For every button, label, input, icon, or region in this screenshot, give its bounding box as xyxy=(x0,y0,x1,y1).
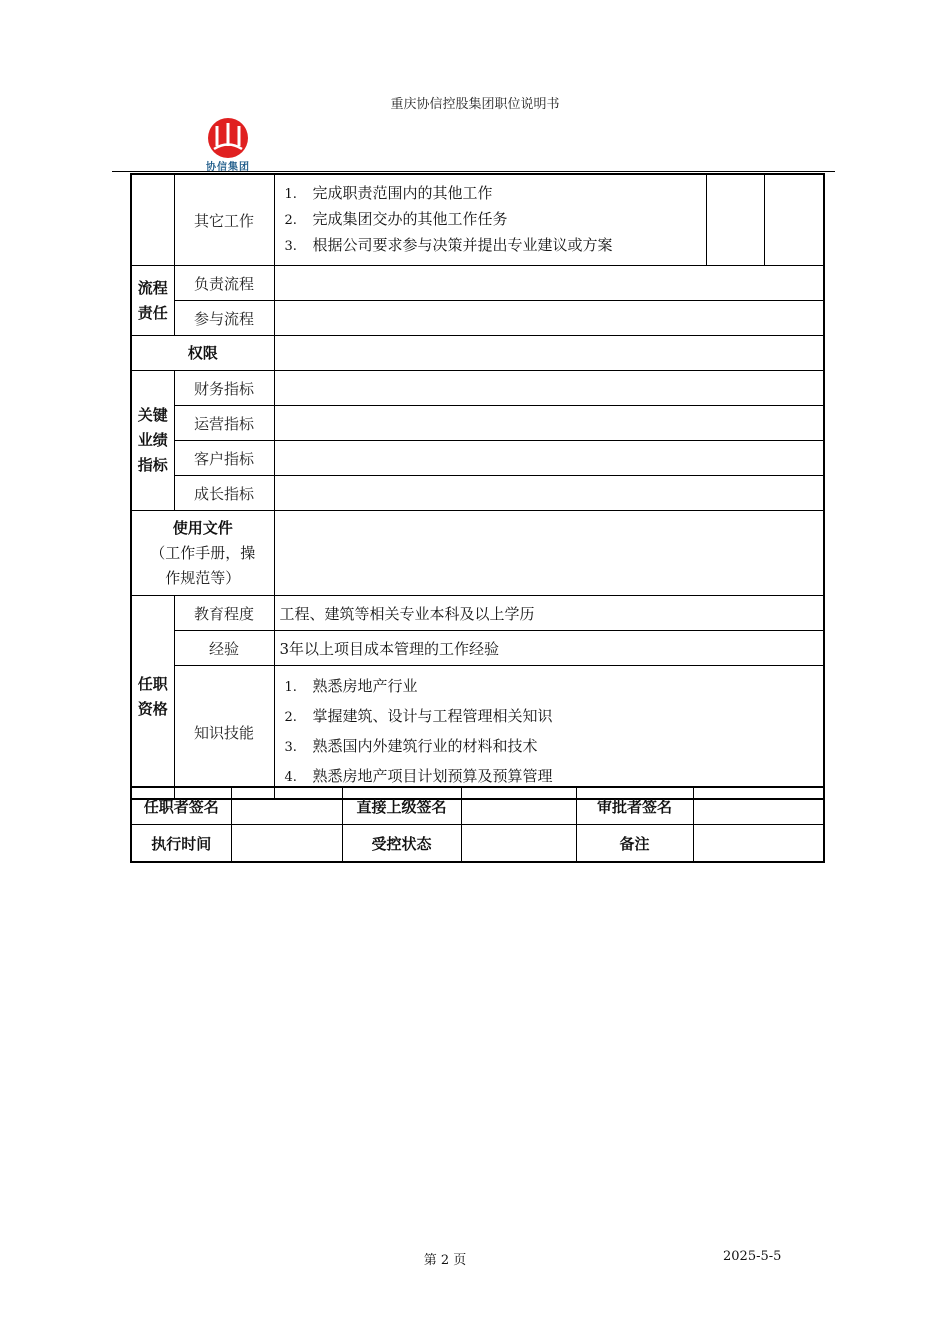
responsible-process-value xyxy=(274,266,824,301)
logo-text: 协信集团 xyxy=(206,162,250,173)
approver-sign-field xyxy=(693,787,824,825)
kpi-growth-label: 成长指标 xyxy=(174,476,274,511)
kpi-financial-label: 财务指标 xyxy=(174,371,274,406)
responsible-process-label: 负责流程 xyxy=(174,266,274,301)
education-label: 教育程度 xyxy=(174,596,274,631)
remarks-field xyxy=(693,825,824,863)
kpi-row xyxy=(131,406,824,441)
list-item: 3. 根据公司要求参与决策并提出专业建议或方案 xyxy=(284,236,613,254)
kpi-row xyxy=(131,476,824,511)
job-description-table xyxy=(130,173,825,800)
experience-value: 3年以上项目成本管理的工作经验 xyxy=(274,631,824,666)
skills-label: 知识技能 xyxy=(174,666,274,800)
process-group-label: 流程 责任 xyxy=(131,266,174,336)
education-value: 工程、建筑等相关专业本科及以上学历 xyxy=(274,596,824,631)
control-status-field xyxy=(461,825,576,863)
empty-cell xyxy=(706,174,764,266)
exec-time-field xyxy=(231,825,342,863)
process-participate-row xyxy=(131,301,824,336)
participate-process-label: 参与流程 xyxy=(174,301,274,336)
exec-time-label: 执行时间 xyxy=(131,825,231,863)
document-header-title: 重庆协信控股集团职位说明书 xyxy=(390,97,560,112)
list-item: 4. 熟悉房地产项目计划预算及预算管理 xyxy=(284,767,553,785)
empty-cell xyxy=(764,174,824,266)
kpi-group-label: 关键 业绩 指标 xyxy=(131,371,174,511)
kpi-value xyxy=(274,441,824,476)
kpi-value xyxy=(274,406,824,441)
approver-sign-label: 审批者签名 xyxy=(576,787,693,825)
remarks-label: 备注 xyxy=(576,825,693,863)
list-item: 3. 熟悉国内外建筑行业的材料和技术 xyxy=(284,737,538,755)
other-work-label: 其它工作 xyxy=(174,174,274,266)
holder-sign-label: 任职者签名 xyxy=(131,787,231,825)
kpi-row xyxy=(131,371,824,406)
list-item: 1. 熟悉房地产行业 xyxy=(284,677,418,695)
supervisor-sign-field xyxy=(461,787,576,825)
list-item: 2. 掌握建筑、设计与工程管理相关知识 xyxy=(284,707,553,725)
skills-row xyxy=(131,666,824,800)
skills-list xyxy=(274,666,824,800)
other-work-row xyxy=(131,174,824,266)
documents-label: 使用文件 （工作手册，操 作规范等） xyxy=(131,511,274,596)
other-work-list xyxy=(274,174,706,266)
experience-label: 经验 xyxy=(174,631,274,666)
process-responsible-row xyxy=(131,266,824,301)
documents-value xyxy=(274,511,824,596)
kpi-customer-label: 客户指标 xyxy=(174,441,274,476)
list-item: 2. 完成集团交办的其他工作任务 xyxy=(284,210,508,228)
documents-row xyxy=(131,511,824,596)
kpi-value xyxy=(274,476,824,511)
other-work-group-cell xyxy=(131,174,174,266)
experience-row xyxy=(131,631,824,666)
control-status-label: 受控状态 xyxy=(342,825,461,863)
kpi-operation-label: 运营指标 xyxy=(174,406,274,441)
education-row xyxy=(131,596,824,631)
qualification-group-label: 任职 资格 xyxy=(131,596,174,800)
status-row xyxy=(131,825,824,863)
authority-value xyxy=(274,336,824,371)
kpi-value xyxy=(274,371,824,406)
authority-row xyxy=(131,336,824,371)
signature-table xyxy=(130,786,825,863)
header-divider xyxy=(112,171,835,172)
list-item: 1. 完成职责范围内的其他工作 xyxy=(284,184,493,202)
kpi-row xyxy=(131,441,824,476)
authority-label: 权限 xyxy=(131,336,274,371)
holder-sign-field xyxy=(231,787,342,825)
page-number: 第 2 页 xyxy=(423,1253,467,1268)
signature-row xyxy=(131,787,824,825)
participate-process-value xyxy=(274,301,824,336)
supervisor-sign-label: 直接上级签名 xyxy=(342,787,461,825)
footer-date: 2025-5-5 xyxy=(723,1249,782,1264)
